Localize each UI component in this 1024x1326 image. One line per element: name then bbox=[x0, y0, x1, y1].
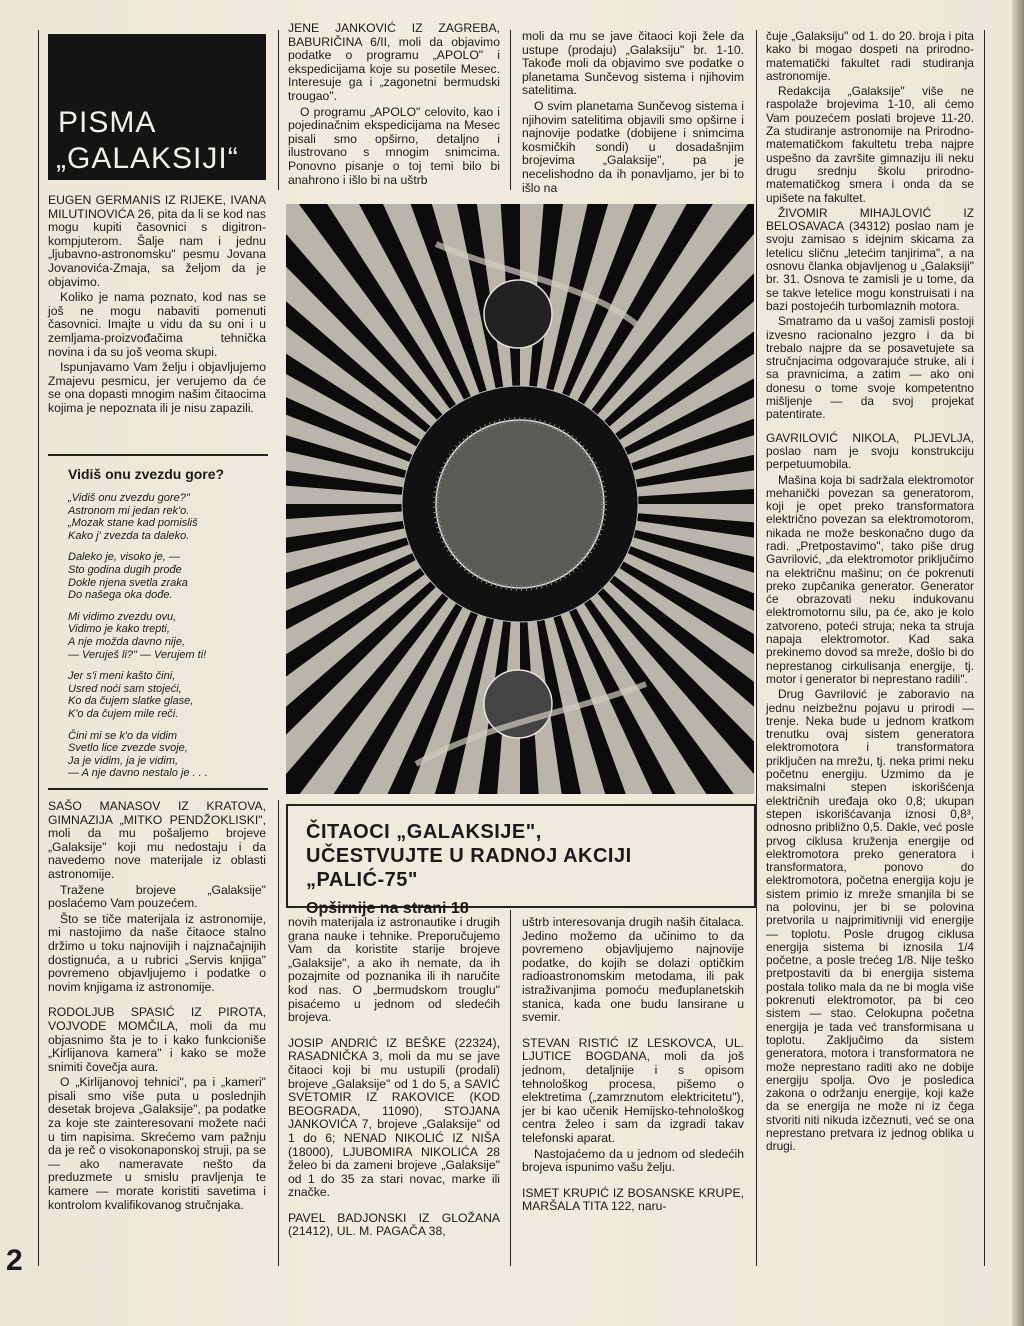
action-banner bbox=[286, 804, 756, 917]
letter-paragraph: RODOLJUB SPASIĆ IZ PIROTA, VOJVODE MOMČILA, moli da mu objasnimo šta je to i kako funkcioniše „Kirlijanova kamera" i kako se može snimiti čovečja aura. bbox=[48, 1005, 266, 1074]
column-2-bottom bbox=[288, 916, 500, 1241]
poem-stanza bbox=[68, 670, 264, 720]
poem-line: — Veruješ li?" — Verujem ti! bbox=[68, 648, 207, 661]
column-rule bbox=[38, 30, 39, 1266]
column-rule bbox=[984, 30, 985, 1266]
column-rule bbox=[278, 800, 279, 1266]
letter-paragraph: PAVEL BADJONSKI IZ GLOŽANA (21412), UL. M. PAGAČA 38, bbox=[288, 1210, 500, 1239]
reply-paragraph: Koliko je nama poznato, kod nas se još ne mogu nabaviti pomenuti časovnici. Imajte u vidu da su oni i u zemljama-proizvođačima tehnička novina i da su još veoma skupi. bbox=[48, 290, 266, 359]
reply-paragraph: Što se tiče materijala iz astronomije, mi nastojimo da naše čitaoce stalno držimo u toku najnovijih i najznačajnijih dostignuća, a u rubrici „Servis knjiga" povremeno objavljujemo i podatke o novim knjigama iz astronomije. bbox=[48, 911, 266, 994]
letter-paragraph: GAVRILOVIĆ NIKOLA, PLJEVLJA, poslao nam je svoju konstrukciju perpetuumobila. bbox=[766, 430, 974, 472]
letter-paragraph: EUGEN GERMANIS IZ RIJEKE, IVANA MILUTINOVIĆA 26, pita da li se kod nas mogu kupiti časovnici s digitron-kompjuterom. Šalje nam i jednu „ljubavno-astronomsku" pesmu Jovana Jovanovića-Zmaja, sa željom da je objavimo. bbox=[48, 193, 266, 289]
poem-text bbox=[68, 492, 264, 789]
planet-rays-artwork bbox=[286, 204, 754, 794]
poem-line: Svetlo lice zvezde svoje, bbox=[68, 742, 188, 755]
poem-line: Dokle njena svetla zraka bbox=[68, 576, 188, 589]
poem-line: Daleko je, visoko je, — bbox=[68, 551, 180, 564]
column-rule bbox=[756, 30, 757, 1266]
poem-stanza bbox=[68, 551, 264, 601]
reply-paragraph: Redakcija „Galaksije" više ne raspolaže brojevima 1-10, ali ćemo Vam pouzećem poslati brojeve 11-20. Za studiranje astronomije na Prirodno-matematičkom fakultetu treba najpre uspešno da završite gimnaziju ili neku drugu srednju školu prirodno-matematičkog smera i onda da se upišete na fakultet. bbox=[766, 84, 974, 205]
reply-paragraph: Ispunjavamo Vam želju i objavljujemo Zmajevu pesmicu, jer verujemo da će se ona dopasti mnogim našim čitaocima kojima je nepoznata ili je nisu zapazili. bbox=[48, 360, 266, 415]
reply-paragraph: novih materijala iz astronautike i drugih grana nauke i tehnike. Preporučujemo Vam da koristite starije brojeve „Galaksije", a ako ih nemate, da ih pozajmite od poznanika ili ih naručite kod nas. O „bermudskom trouglu" pisaćemo u jednom od sledećih brojeva. bbox=[288, 915, 500, 1025]
column-rule bbox=[278, 30, 279, 190]
poem-line: Jer s'i meni kašto čini, bbox=[68, 670, 176, 683]
poem-line: Kako j' zvezda ta daleko. bbox=[68, 529, 190, 542]
poem-line: Ja je vidim, ja je vidim, bbox=[68, 754, 179, 767]
section-title-line1: PISMA bbox=[58, 106, 157, 139]
reply-paragraph: uštrb interesovanja drugih naših čitalaca. Jedino možemo da učinimo to da povremeno objavljujemo najnovije podatke, do kojih se dolazi optičkim radioastronomskim metodama, ili pak istraživanjima pomoću međuplanetskih stanica, kada one budu lansirane u svemir. bbox=[522, 915, 744, 1025]
banner-line1: ČITAOCI „GALAKSIJE", bbox=[306, 821, 542, 843]
letter-paragraph: SAŠO MANASOV IZ KRATOVA, GIMNAZIJA „MITKO PENDŽOKLISKI", moli da mu pošaljemo brojeve „Galaksije" koji mu nedostaju i da navedemo nove materijale iz oblasti astronomije. bbox=[48, 799, 266, 881]
poem-line: „Vidiš onu zvezdu gore?" bbox=[68, 492, 190, 504]
reply-paragraph: Smatramo da u vašoj zamisli postoji izvesno racionalno jezgro i da bi trebalo najpre da se posavetujete sa stručnjacima odgovarajuće struke, ali i sa pravnicima, a zatim — ako oni donesu o tome svoje kompetentno mišljenje — da svoj projekat patentirate. bbox=[766, 314, 974, 422]
reply-paragraph: Nastojaćemo da u jednom od sledećih brojeva ispunimo vašu želju. bbox=[522, 1146, 744, 1175]
space-illustration bbox=[286, 204, 754, 794]
poem-line: Mi vidimo zvezdu ovu, bbox=[68, 610, 177, 623]
poem-box bbox=[48, 454, 268, 790]
poem-stanza bbox=[68, 492, 264, 542]
reply-paragraph: Tražene brojeve „Galaksije" poslaćemo Vam pouzećem. bbox=[48, 882, 266, 911]
poem-line: Sto godina dugih prođe bbox=[68, 563, 182, 576]
column-rule bbox=[510, 30, 511, 190]
poem-line: Vidimo je kako trepti, bbox=[68, 623, 170, 636]
reply-paragraph: O svim planetama Sunčevog sistema i njihovim satelitima objavili smo opširne i najnovije podatke (dobijene i snimcima kosmičkih sondi) u dosadašnjim brojevima „Galaksije", pa je necelishodno da ih ponavljamo, jer bi to išlo na bbox=[522, 98, 744, 195]
poem-line: K'o da čujem mile reči. bbox=[68, 707, 179, 720]
page-number: 2 bbox=[6, 1244, 23, 1277]
section-title-line2: „GALAKSIJI“ bbox=[56, 142, 239, 175]
banner-line2: UČESTVUJTE U RADNOJ AKCIJI „PALIĆ-75" bbox=[306, 845, 632, 891]
poem-line: A nje možda davno nije, bbox=[68, 635, 185, 648]
poem-stanza bbox=[68, 730, 264, 780]
reply-paragraph: O „Kirlijanovoj tehnici", pa i „kameri" pisali smo više puta u poslednjih desetak brojeva „Galaksije", pa podatke za koje ste zainteresovani možete naći u tim napisima. Skrećemo vam pažnju da je reč o visokonaponskoj struji, pa se — ako nameravate nešto da preduzmete u smislu pravljenja te kamere — morate koristiti savetima i kontrolom kvalifikovanog stručnjaka. bbox=[48, 1075, 266, 1212]
reply-paragraph: čuje „Galaksiju" od 1. do 20. broja i pita kako bi mogao dospeti na prirodno-matematički fakultet radi studiranja astronomije. bbox=[766, 29, 974, 83]
column-3-top bbox=[522, 30, 744, 197]
column-4 bbox=[766, 30, 974, 1156]
reply-paragraph: O programu „APOLO" celovito, kao i pojedinačnim ekspedicijama na Mesec pisali smo opširno, detaljno i ilustrovano s mnogim snimcima. Ponovno pisanje o toj temi bilo bi anahrono i išlo bi na uštrb bbox=[288, 104, 500, 187]
banner-reference: Opširnije na strani 18 bbox=[306, 900, 469, 917]
column-1-bottom bbox=[48, 800, 266, 1214]
reply-paragraph: Drug Gavrilović je zaboravio na jednu neizbežnu pojavu u prirodi — trenje. Neka bude u jednom kratkom trenutku ovaj sistem generatora elektromotora i transformatora priključen na mrežu, tj. neka primi neku početnu energiju. Uzmimo da je maksimalni stepen iskorišćenja električnih uređaja oko 0,8; ukupan stepen iskorišćavanja iznosi 0,8³, odnosno približno 0,5. Dakle, već posle prvog ciklusa kruženja energije od elektromotora preko generatora i transformatora, ponovo do elektromotora, početna energija koju je sistem primio iz mreže smanjila bi se na polovinu, jer bi se polovina pretvorila u najprimitivniji vid energije — toplotu. Posle drugog ciklusa energija sistema bi iznosila 1/4 početne, a posle trećeg 1/8. Nije teško pretpostaviti da bi energija sistema postala toliko mala da ne bi mogla više pokrenuti elektromotor, pa bi ceo sistem — stao. Celokupna početna energija je tada već transformisana u toplotu. Zaključimo da sistem generatora, motora i transformatora ne može neprestano raditi ako ne dobije energiju spolja. Ovo je posledica zakona o održanju energije, koji kaže da se energija ne može ni iz čega stvoriti niti nikuda izčeznuti, već se ona neprestano pretvara iz jednog oblika u drugi. bbox=[766, 687, 974, 1154]
column-2-top bbox=[288, 22, 500, 189]
poem-line: Ko da čujem slatke glase, bbox=[68, 695, 194, 708]
letter-paragraph: JOSIP ANDRIĆ IZ BEŠKE (22324), RASADNIČKA 3, moli da mu se jave čitaoci koji bi mu ustupili (prodali) brojeve „Galaksije" od 1 do 5, a SAVIĆ SVETOMIR IZ RAKOVICE (KOD BEOGRADA, 11090), STOJANA JANKOVIĆA 7, brojeve „Galaksije" od 1 do 6; NENAD NIKOLIĆ IZ NIŠA (18000), LJUBOMIRA NIKOLIĆA 28 želeo bi da zameni brojeve „Galaksije" od 1 do 35 za stari novac, marke ili značke. bbox=[288, 1035, 500, 1200]
column-1-top bbox=[48, 194, 266, 418]
letter-paragraph: ISMET KRUPIĆ IZ BOSANSKE KRUPE, MARŠALA TITA 122, naru- bbox=[522, 1185, 744, 1214]
poem-line: „Mozak stane kad pomisliš bbox=[68, 517, 198, 530]
column-3-bottom bbox=[522, 916, 744, 1216]
poem-line: Čini mi se k'o da vidim bbox=[68, 729, 178, 742]
poem-stanza bbox=[68, 611, 264, 661]
poem-line: Usred noći sam stojeći, bbox=[68, 682, 182, 695]
poem-line: Do našega oka dođe. bbox=[68, 589, 173, 602]
section-title-block bbox=[48, 34, 266, 180]
poem-title: Vidiš onu zvezdu gore? bbox=[68, 466, 225, 482]
letter-paragraph: ŽIVOMIR MIHAJLOVIĆ IZ BELOSAVACA (34312) poslao nam je svoju zamisao s idejnim skicama za letelicu sličnu „letećim tanjirima", a na osnovu članka objavljenog u „Galaksiji" br. 31. Osnova te zamisli je u tome, da se takve letelice mogu konstruisati i na bazi postojećih turbomlaznih motora. bbox=[766, 205, 974, 313]
poem-line: Astronom mi jedan rek'o. bbox=[68, 504, 190, 517]
letter-paragraph: Mašina koja bi sadržala elektromotor mehanički povezan sa generatorom, koji je opet preko transformatora električno povezan sa elektromotorom, nikada ne može beskonačno dugo da radi. „Pretpostavimo", tako piše drug Gavrilović, „da elektromotor priključimo na električnu mašinu; on će pokrenuti preko zupčanika generator. Generator će obrazovati neku indukovanu elektromotornu silu, pa će, ako je kolo zatvoreno, poteći struja; neka ta struja napaja elektromotor. Kad saka prekinemo dovod sa mreže, došlo bi do neprestanog cirkulisanja energije, tj. motor i generator bi neprestano radili". bbox=[766, 472, 974, 686]
column-rule bbox=[510, 910, 511, 1266]
poem-line: — A nje davno nestalo je . . . bbox=[68, 767, 208, 780]
upper-moon bbox=[484, 280, 552, 348]
letter-paragraph: STEVAN RISTIĆ IZ LESKOVCA, UL. LJUTICE BOGDANA, moli da još jednom, detaljnije i s opisom tehnološkog procesa, pišemo o elektretima („zamrznutom elektricitetu"), jer bi kao učenik Hemijsko-tehnološkog centra želeo i sam da izgradi takav telefonski aparat. bbox=[522, 1035, 744, 1145]
letter-paragraph: JENE JANKOVIĆ IZ ZAGREBA, BABURIČINA 6/II, moli da objavimo podatke o programu „APOLO" i ekspedicijama koje su posetile Mesec. Interesuje ga i „zagonetni bermudski trougao". bbox=[288, 21, 500, 103]
letter-paragraph: moli da mu se jave čitaoci koji žele da ustupe (prodaju) „Galaksiju" br. 1-10. Takođe moli da objavimo sve podatke o planetama Sunčevog sistema i njihovim satelitima. bbox=[522, 29, 744, 98]
page-edge-shadow bbox=[1012, 0, 1024, 1326]
